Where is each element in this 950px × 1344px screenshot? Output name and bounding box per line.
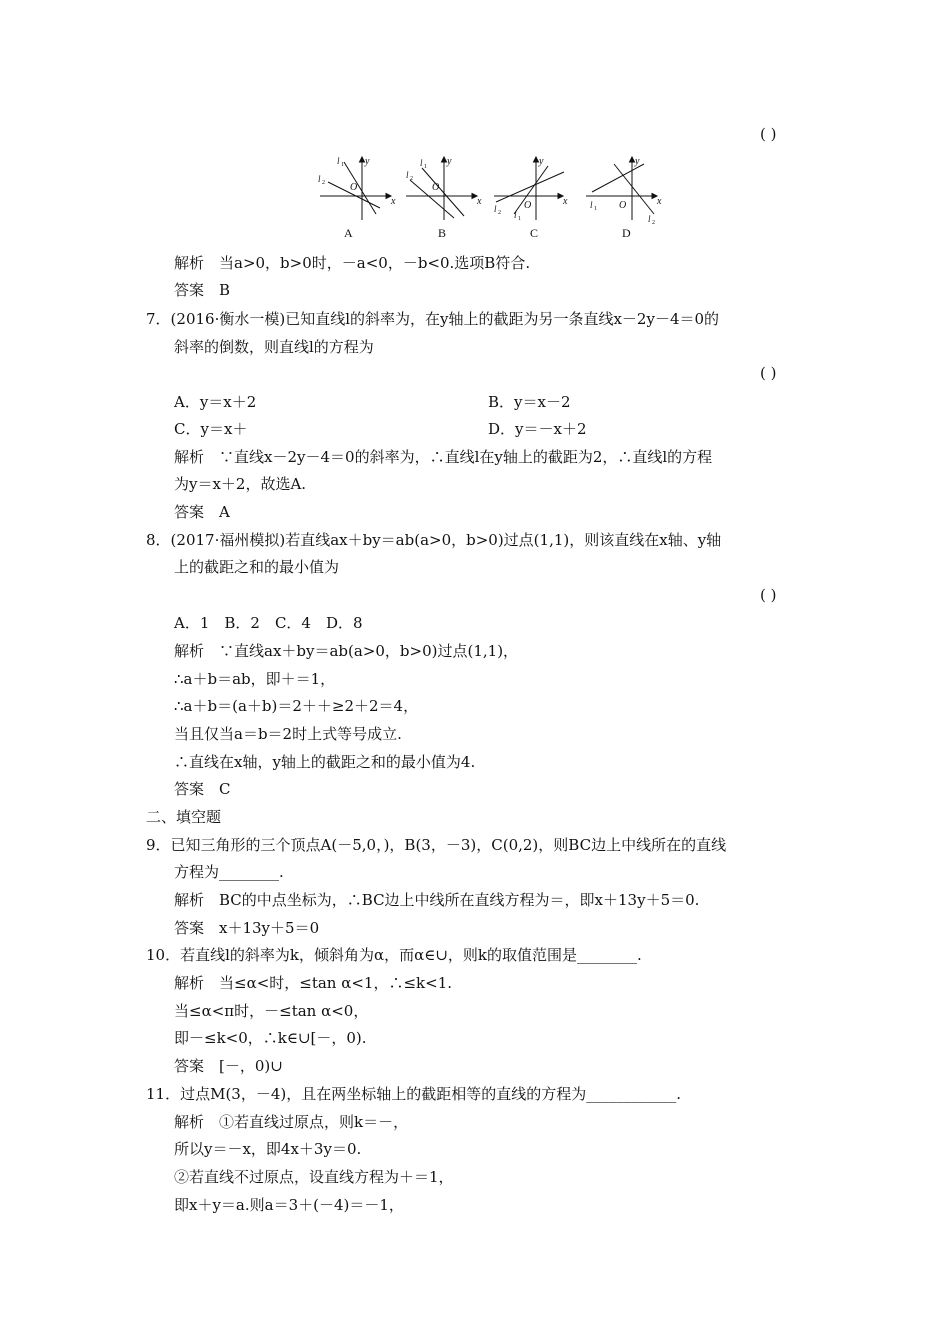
- q10-analysis-line2: 当≤α<π时，－≤tan α<0，: [174, 1002, 369, 1020]
- q7-analysis-line2: 为y＝x＋2，故选A.: [174, 475, 307, 493]
- q7-answer: 答案 A: [174, 503, 230, 521]
- q11-analysis-line2: 所以y＝－x，即4x＋3y＝0.: [174, 1140, 362, 1158]
- q6-analysis: 解析 当a>0，b>0时，－a<0，－b<0.选项B符合.: [174, 254, 531, 272]
- svg-text:1: 1: [594, 206, 597, 212]
- figure-label-a: A: [344, 226, 353, 240]
- figure-d: [586, 156, 662, 224]
- svg-text:1: 1: [518, 216, 521, 222]
- q8-options: A．1 B．2 C．4 D．8: [174, 614, 363, 632]
- q7-stem-line1: 7．(2016·衡水一模)已知直线l的斜率为，在y轴上的截距为另一条直线x－2y－4＝0的: [146, 310, 720, 328]
- svg-text:O: O: [350, 182, 358, 193]
- figure-b: [406, 156, 482, 220]
- q9-analysis: 解析 BC的中点坐标为，∴BC边上中线所在直线方程为＝，即x＋13y＋5＝0.: [174, 891, 700, 909]
- svg-text:O: O: [524, 200, 532, 211]
- svg-text:x: x: [477, 196, 482, 207]
- q10-answer: 答案 [－，0)∪: [174, 1057, 283, 1075]
- svg-text:l: l: [337, 156, 340, 166]
- q8-stem-line2: 上的截距之和的最小值为: [174, 558, 340, 576]
- svg-text:x: x: [391, 196, 396, 207]
- svg-text:x: x: [563, 196, 568, 207]
- q11-analysis-line4: 即x＋y＝a.则a＝3＋(－4)＝－1，: [174, 1196, 404, 1214]
- q9-answer: 答案 x＋13y＋5＝0: [174, 919, 320, 937]
- answer-paren-q7: ( ): [760, 364, 777, 382]
- svg-text:O: O: [619, 200, 627, 211]
- svg-text:x: x: [657, 196, 662, 207]
- svg-text:y: y: [365, 156, 370, 167]
- svg-text:l: l: [648, 214, 651, 224]
- q7-stem-line2: 斜率的倒数，则直线l的方程为: [174, 338, 374, 356]
- answer-paren-q8: ( ): [760, 586, 777, 604]
- q8-analysis-line5: ∴直线在x轴，y轴上的截距之和的最小值为4.: [174, 753, 476, 771]
- svg-text:l: l: [318, 174, 321, 184]
- q7-analysis-line1: 解析 ∵直线x－2y－4＝0的斜率为，∴直线l在y轴上的截距为2，∴直线l的方程: [174, 448, 713, 466]
- q8-answer: 答案 C: [174, 780, 231, 798]
- q8-analysis-line2: ∴a＋b＝ab，即＋＝1，: [174, 670, 336, 688]
- svg-text:l: l: [514, 210, 517, 220]
- q8-analysis-line4: 当且仅当a＝b＝2时上式等号成立.: [174, 725, 402, 743]
- figure-label-b: B: [438, 226, 447, 240]
- svg-text:y: y: [447, 156, 452, 167]
- svg-text:l: l: [406, 170, 409, 180]
- q7-option-d: D．y＝－x＋2: [488, 420, 587, 438]
- svg-text:l: l: [494, 204, 497, 214]
- svg-text:O: O: [432, 182, 440, 193]
- svg-text:2: 2: [410, 176, 413, 182]
- figure-c: [494, 156, 568, 222]
- q10-analysis-line1: 解析 当≤α<时，≤tan α<1，∴≤k<1.: [174, 974, 453, 992]
- q8-analysis-line1: 解析 ∵直线ax＋by＝ab(a>0，b>0)过点(1,1)，: [174, 642, 519, 660]
- q11-analysis-line1: 解析 ①若直线过原点，则k＝－，: [174, 1113, 409, 1131]
- svg-text:1: 1: [424, 164, 427, 170]
- q7-option-b: B．y＝x－2: [488, 393, 571, 411]
- answer-paren-q6: ( ): [760, 125, 777, 143]
- q9-stem-line2: 方程为________.: [174, 863, 284, 881]
- q9-stem-line1: 9．已知三角形的三个顶点A(－5,0，)，B(3，－3)，C(0,2)，则BC边上中线所在的直线: [146, 836, 727, 854]
- svg-text:1: 1: [341, 162, 344, 168]
- svg-text:y: y: [635, 156, 640, 167]
- figure-a: [318, 156, 396, 220]
- q7-option-a: A．y＝x＋2: [174, 393, 257, 411]
- figure-label-d: D: [622, 226, 631, 240]
- q10-stem: 10．若直线l的斜率为k，倾斜角为α，而α∈∪，则k的取值范围是________.: [146, 946, 642, 964]
- svg-text:l: l: [420, 158, 423, 168]
- svg-text:l: l: [590, 200, 593, 210]
- q10-analysis-line3: 即－≤k<0，∴k∈∪[－，0).: [174, 1029, 367, 1047]
- q11-stem: 11．过点M(3，－4)，且在两坐标轴上的截距相等的直线的方程为____________.: [146, 1085, 682, 1103]
- svg-text:2: 2: [322, 180, 325, 186]
- q11-analysis-line3: ②若直线不过原点，设直线方程为＋＝1，: [174, 1168, 454, 1186]
- q6-answer: 答案 B: [174, 281, 231, 299]
- svg-text:2: 2: [652, 220, 655, 224]
- section-heading-fill-in: 二、填空题: [146, 808, 222, 826]
- figure-label-c: C: [530, 226, 539, 240]
- svg-text:2: 2: [498, 210, 501, 216]
- q7-option-c: C．y＝x＋: [174, 420, 248, 438]
- q8-analysis-line3: ∴a＋b＝(a＋b)＝2＋＋≥2＋2＝4，: [174, 697, 419, 715]
- figures-svg: [314, 152, 674, 224]
- line-figures: [314, 152, 674, 224]
- q8-stem-line1: 8．(2017·福州模拟)若直线ax＋by＝ab(a>0，b>0)过点(1,1)，则该直线在x轴、y轴: [146, 531, 722, 549]
- svg-text:y: y: [539, 156, 544, 167]
